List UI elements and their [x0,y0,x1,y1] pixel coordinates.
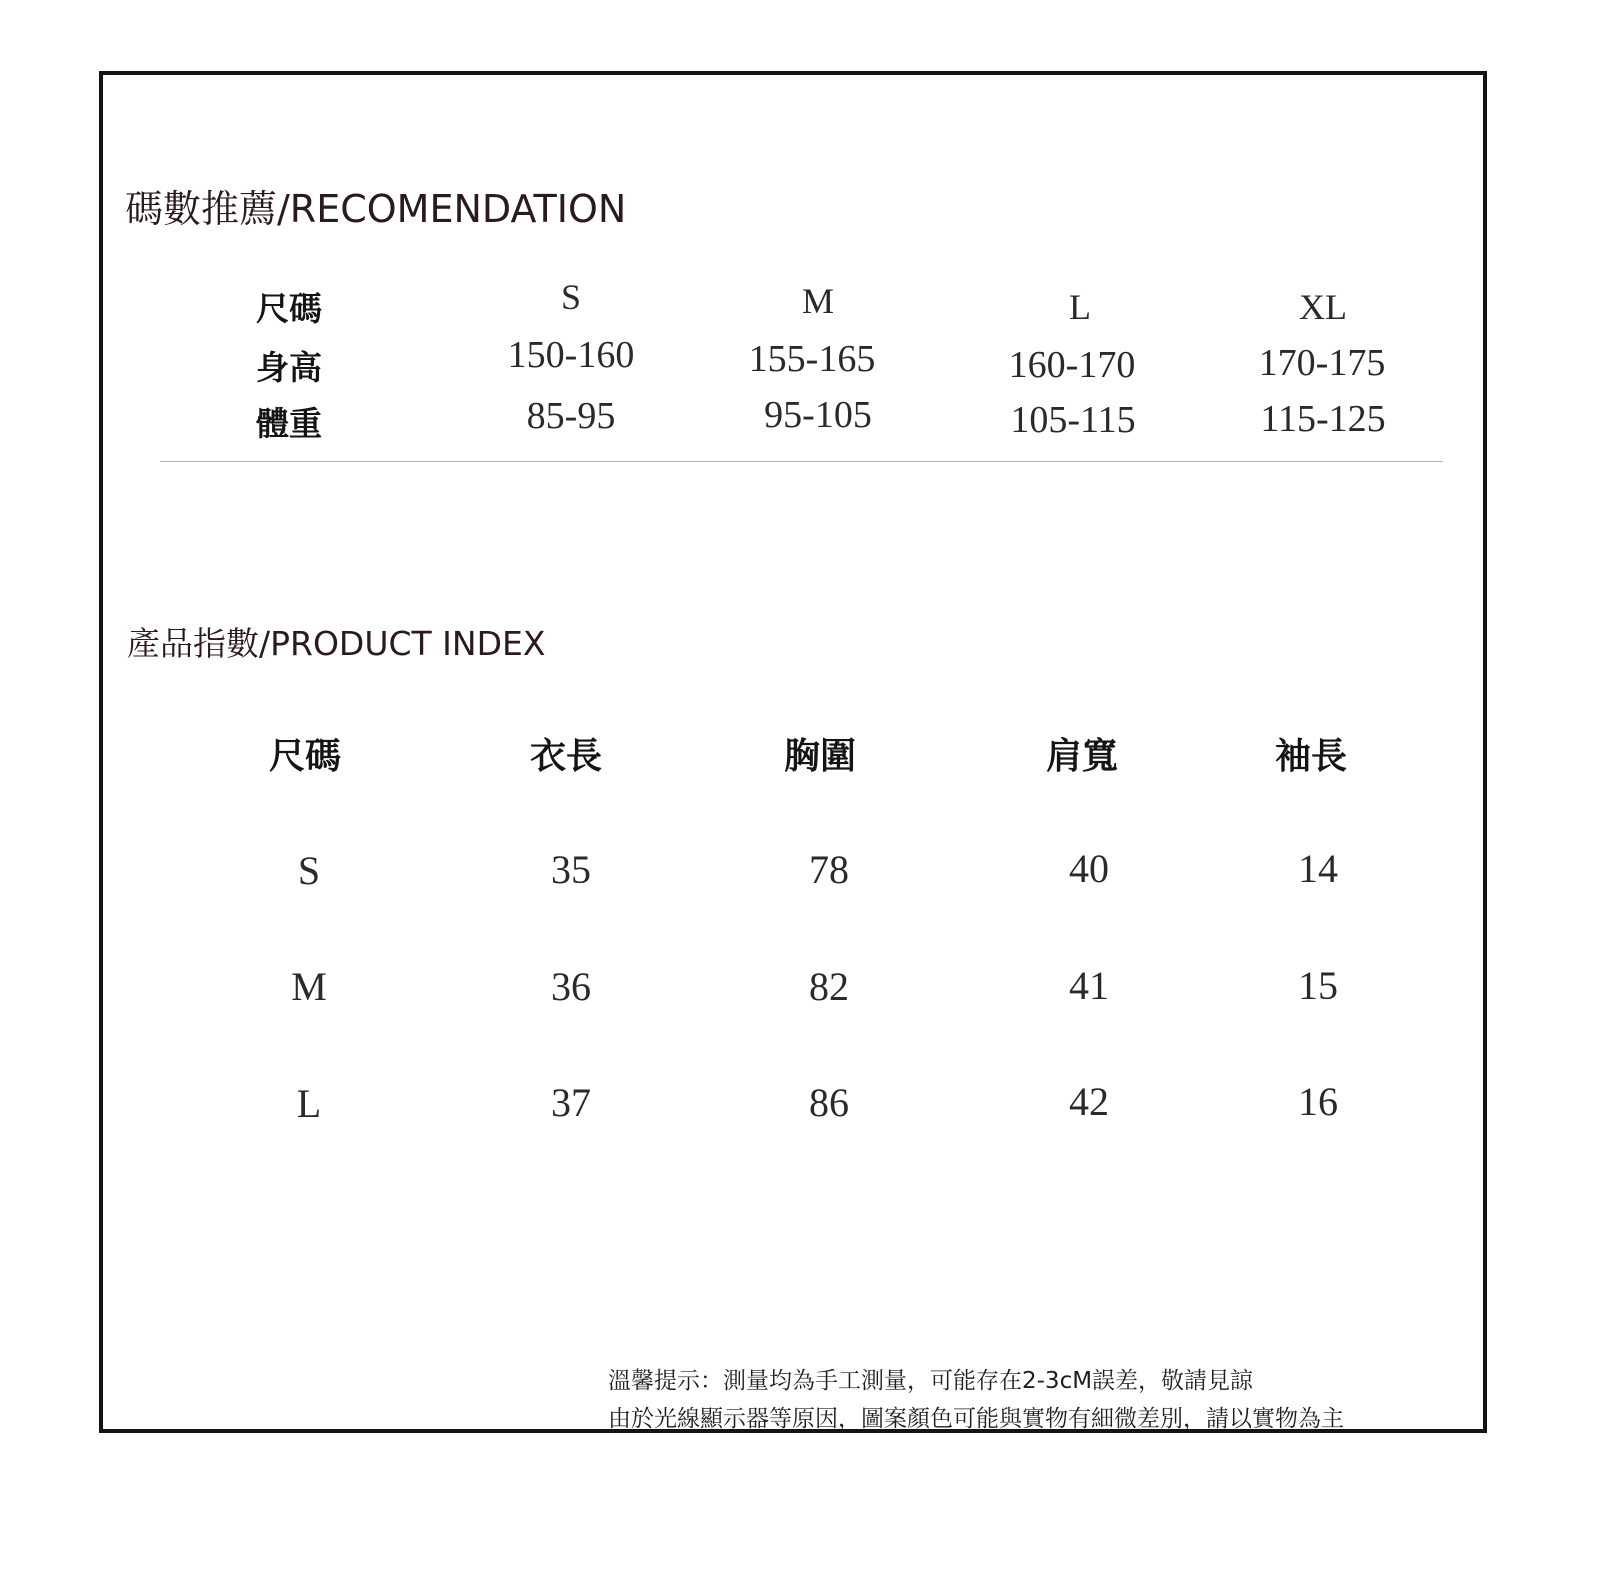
index-row-m-chest: 82 [809,964,849,1009]
index-header-sleeve: 袖長 [1274,736,1348,777]
rec-weight-m: 95-105 [764,394,872,436]
index-row-s-shoulder: 40 [1069,846,1109,891]
index-row-l-size: L [296,1081,322,1126]
rec-size-m: M [801,281,835,321]
index-header-size: 尺碼 [268,736,342,777]
index-row-l-chest: 86 [809,1080,849,1125]
rec-size-xl: XL [1299,287,1347,327]
section-divider [160,461,1443,462]
row-label-size: 尺碼 [256,289,322,328]
index-row-m-length: 36 [551,964,591,1009]
index-row-s-chest: 78 [809,847,849,892]
index-row-m-shoulder: 41 [1069,963,1109,1008]
index-row-l-shoulder: 42 [1069,1079,1109,1124]
index-header-length: 衣長 [529,736,603,777]
product-index-title: 產品指數/PRODUCT INDEX [127,624,546,663]
index-row-s-size: S [297,848,321,893]
rec-size-s: S [560,277,582,317]
index-row-m-sleeve: 15 [1298,963,1338,1008]
rec-height-s: 150-160 [507,334,635,376]
rec-height-l: 160-170 [1008,344,1136,386]
rec-weight-l: 105-115 [1010,399,1136,441]
index-row-l-length: 37 [551,1080,591,1125]
color-disclaimer-note: 由於光線顯示器等原因，圖案顏色可能與實物有細微差別，請以實物為主 [608,1406,1344,1432]
index-row-s-sleeve: 14 [1298,846,1338,891]
rec-height-m: 155-165 [748,338,876,380]
row-label-weight: 體重 [256,404,322,443]
index-row-m-size: M [291,964,327,1009]
rec-weight-s: 85-95 [526,395,616,437]
index-header-chest: 胸圍 [783,736,857,777]
recommendation-title: 碼數推薦/RECOMENDATION [125,187,627,231]
index-row-s-length: 35 [551,847,591,892]
rec-weight-xl: 115-125 [1260,398,1386,440]
rec-size-l: L [1069,287,1091,327]
rec-height-xl: 170-175 [1258,342,1386,384]
measurement-note: 溫馨提示：測量均為手工測量，可能存在2-3cM誤差，敬請見諒 [608,1368,1254,1394]
row-label-height: 身高 [256,348,322,387]
index-row-l-sleeve: 16 [1298,1079,1338,1124]
index-header-shoulder: 肩寬 [1045,736,1119,777]
